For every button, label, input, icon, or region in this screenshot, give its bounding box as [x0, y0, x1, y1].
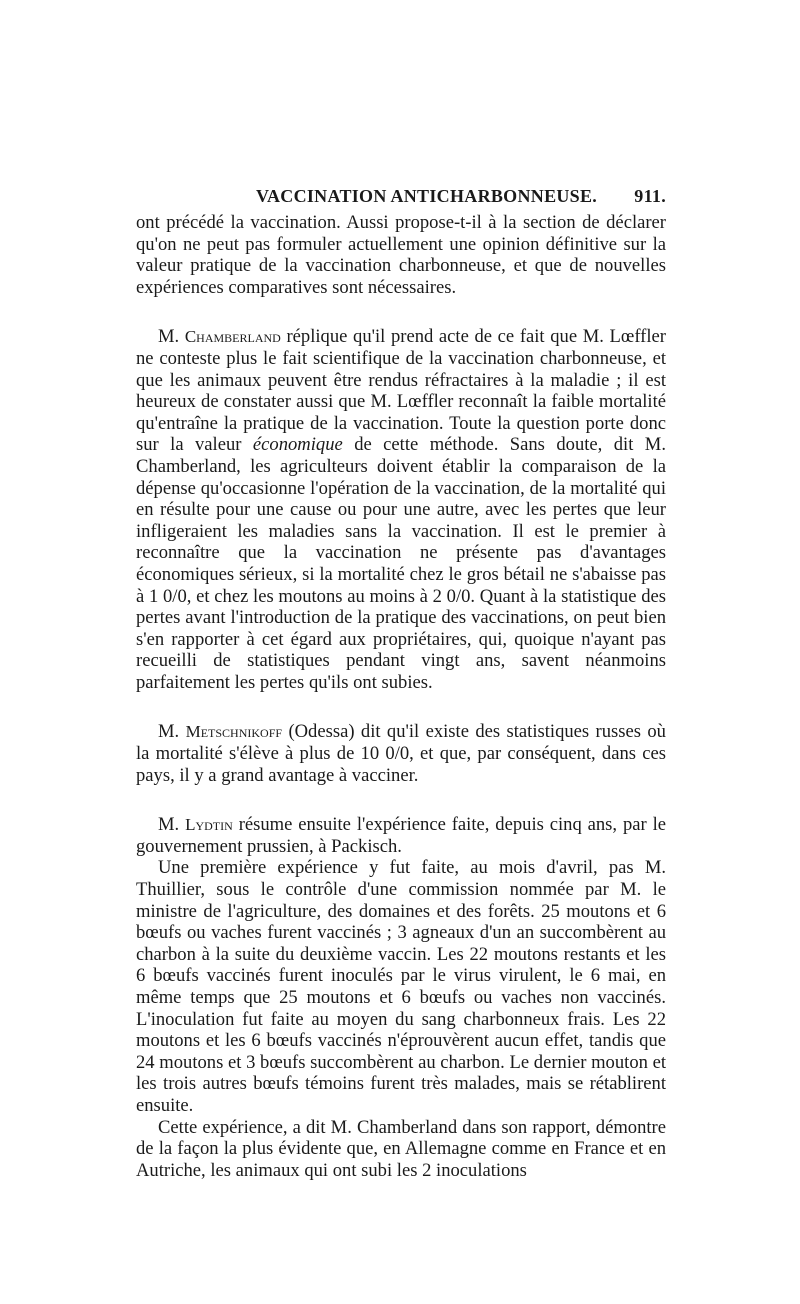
speaker-name: Lydtin	[185, 815, 233, 835]
body-text	[136, 212, 666, 1181]
running-title: VACCINATION ANTICHARBONNEUSE.	[256, 186, 598, 206]
paragraph-text-part1: réplique qu'il prend acte de ce fait que M. Lœffler ne conteste plus le fait scientifique de la vaccination charbonneuse, et que les animaux peuvent être rendus réfractaires à la maladie ; il est heureux de constater aussi que M. Lœffler reconnaît la faible mortalité qu'entraîne la pratique de la vaccination. Toute la question porte donc sur la valeur	[136, 326, 666, 456]
paragraph-lydtin	[136, 814, 666, 857]
paragraph-text: résume ensuite l'expérience faite, depuis cinq ans, par le gouvernement prussien, à Packisch.	[136, 814, 666, 857]
paragraph-metschnikoff	[136, 721, 666, 786]
speaker-name: Chamberland	[184, 327, 281, 347]
paragraph-text: Une première expérience y fut faite, au mois d'avril, pas M. Thuillier, sous le contrôle d'une commission nommée par M. le ministre de l'agriculture, des domaines et des forêts. 25 moutons et 6 bœufs ou vaches furent vaccinés ; 3 agneaux d'un an succombèrent au charbon à la suite du deuxième vaccin. Les 22 moutons restants et les 6 bœufs vaccinés furent inoculés par le virus virulent, le 6 mai, en même temps que 25 moutons et 6 bœufs ou vaches non vaccinés. L'inoculation fut faite au moyen du sang charbonneux frais. Les 22 moutons et les 6 bœufs vaccinés n'éprouvèrent aucun effet, tandis que 24 moutons et 3 bœufs succombèrent au charbon. Le dernier mouton et les trois autres bœufs témoins furent très malades, mais se rétablirent ensuite.	[136, 857, 666, 1116]
speaker-prefix: M.	[158, 721, 180, 743]
paragraph-conclusion	[136, 1117, 666, 1182]
speaker-prefix: M.	[158, 814, 180, 836]
emphasis-word: économique	[252, 434, 343, 456]
paragraph-text: Cette expérience, a dit M. Chamberland dans son rapport, démontre de la façon la plus évidente que, en Allemagne comme en France et en Autriche, les animaux qui ont subi les 2 inoculations	[136, 1116, 666, 1181]
paragraph-text-part2: de cette méthode. Sans doute, dit M. Chamberland, les agriculteurs doivent établir la comparaison de la dépense qu'occasionne l'opération de la vaccination, de la mortalité qui en résulte pour une cause ou pour une autre, avec les pertes que leur infligeraient les maladies sans la vaccination. Il est le premier à reconnaître que la vaccination ne présente pas d'avantages économiques sérieux, si la mortalité chez le gros bétail ne s'abaisse pas à 1 0/0, et chez les moutons au moins à 2 0/0. Quant à la statistique des pertes avant l'introduction de la pratique des vaccinations, on peut bien s'en rapporter à cet égard aux propriétaires, qui, quoique n'ayant pas recueilli de statistiques pendant vingt ans, savent néanmoins parfaitement les pertes qu'ils ont subies.	[136, 434, 666, 693]
running-header	[136, 186, 666, 210]
paragraph-text: ont précédé la vaccination. Aussi propose-t-il à la section de déclarer qu'on ne peut pas formuler actuellement une opinion définitive sur la valeur pratique de la vaccination charbonneuse, et que de nouvelles expériences comparatives sont nécessaires.	[136, 212, 666, 298]
speaker-name: Metschnikoff	[185, 722, 283, 742]
speaker-prefix: M.	[158, 326, 180, 348]
page-number: 911.	[634, 186, 666, 206]
paragraph-continuation	[136, 212, 666, 298]
paragraph-experiment	[136, 857, 666, 1116]
paragraph-text: (Odessa) dit qu'il existe des statistiques russes où la mortalité s'élève à plus de 10 0/0, et que, par conséquent, dans ces pays, il y a grand avantage à vacciner.	[136, 721, 666, 786]
paragraph-chamberland	[136, 326, 666, 693]
